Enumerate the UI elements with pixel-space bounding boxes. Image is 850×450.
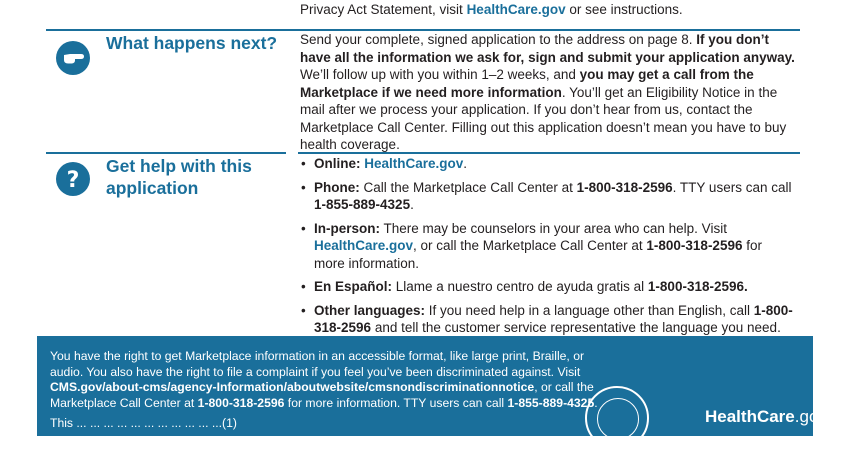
phone-end: . [410,197,414,212]
section-divider-right [298,152,800,154]
call-center-number: 1-800-318-2596 [197,395,285,410]
list-item-espanol [300,278,795,296]
svg-text:?: ? [66,168,80,193]
hhs-seal-logo [585,386,649,450]
privacy-act-line [300,1,800,19]
healthcare-link[interactable]: HealthCare.gov [314,238,414,253]
other-languages-text: If you need help in a language other than English, call [425,302,754,318]
online-label: Online: [314,156,361,171]
inperson-number: 1-800-318-2596 [646,238,743,253]
phone-text: Call the Marketplace Call Center at [359,179,577,195]
notice-text-2: , or call the Marketplace Call Center at [50,380,594,410]
other-languages-end: and tell the customer service representative the language you need. [374,320,781,335]
pointing-hand-icon [56,41,90,75]
get-help-heading: Get help with this application [106,156,252,198]
espanol-number: 1-800-318-2596. [647,279,748,294]
next-para-2: We’ll follow up with you within 1–2 weeks, and [300,67,580,82]
other-languages-number: 1-800-318-2596 [314,302,793,335]
accessibility-notice [50,349,600,411]
healthcare-link[interactable]: HealthCare.gov [466,2,566,17]
next-para-3: . You’ll get an Eligibility Notice in the mail after we process your application. If you don’t hear from us, contact the Marketplace Call Center. Filling out this application doesn’t mean you have to buy health coverage. [300,84,787,152]
help-options-list [300,155,795,354]
next-para-1-bold: If you don’t have all the information we ask for, sign and submit your application anyway. [300,32,795,65]
healthcare-link[interactable]: HealthCare.gov [364,156,464,171]
other-languages-label: Other languages: [314,302,426,318]
privacy-act-text-end: or see instructions. [565,2,683,17]
inperson-label: In-person: [314,220,380,236]
notice-cut-line: This ... ... ... ... ... ... ... ... ... ... ...(1) [50,416,237,430]
logo-main: HealthCare [705,407,795,426]
next-para-1: Send your complete, signed application to the address on page 8. [300,32,697,47]
logo-suffix: .gov [794,407,827,426]
get-help-body [300,155,795,360]
what-happens-next-body [300,31,795,154]
bullet: • [301,302,306,318]
bullet: • [301,156,306,171]
question-mark-icon [56,162,90,196]
tty-number: 1-855-889-4325 [507,395,595,410]
phone-number: 1-800-318-2596 [576,179,673,195]
inperson-end: for more information. [314,238,762,271]
bullet: • [301,179,306,195]
what-happens-next-heading: What happens next? [106,33,278,53]
list-item-online [300,155,795,173]
tty-number: 1-855-889-4325 [314,197,411,212]
healthcare-gov-logo [705,407,827,427]
espanol-label: En Español: [314,279,393,294]
phone-tty-text: . TTY users can call [672,179,792,195]
notice-text-4: . [594,395,598,410]
bullet: • [301,279,306,294]
inperson-text: There may be counselors in your area who can help. Visit [380,220,727,236]
notice-text-1: You have the right to get Marketplace information in an accessible format, like large print, Braille, or audio. You also have the right to file a complaint if you feel you’ve been discriminated against. Visit [50,349,585,379]
nondiscrimination-link[interactable]: CMS.gov/about-cms/agency-Information/aboutwebsite/cmsnondiscriminationnotice [50,380,535,394]
list-item-phone [300,179,795,214]
hhs-seal-inner [597,398,639,440]
next-para-2-bold: you may get a call from the Marketplace if we need more information [300,67,754,100]
inperson-mid: , or call the Marketplace Call Center at [413,238,647,253]
list-item-inperson [300,220,795,273]
bullet: • [301,220,306,236]
online-end: . [463,156,468,171]
privacy-act-text: Privacy Act Statement, visit [300,2,467,17]
accessibility-banner [37,336,827,436]
phone-label: Phone: [314,179,360,195]
notice-text-3: for more information. TTY users can call [284,395,508,410]
section-divider-left [46,152,286,154]
espanol-text: Llame a nuestro centro de ayuda gratis al [392,279,648,294]
